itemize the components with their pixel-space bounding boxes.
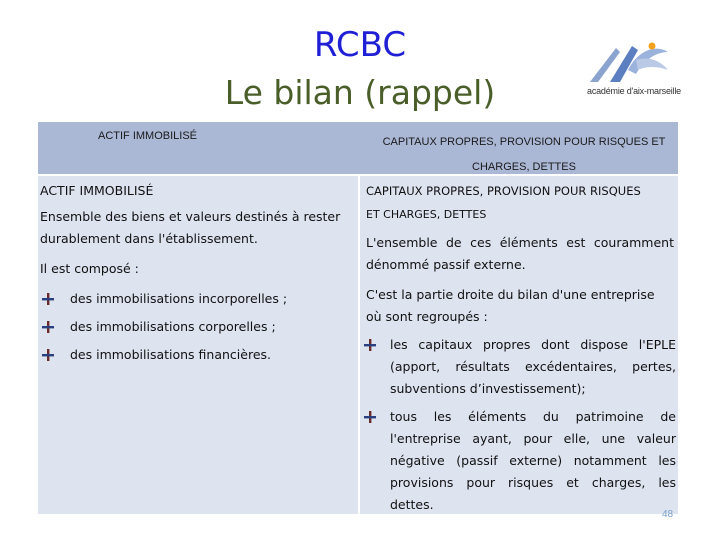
- bullet-icon: [42, 321, 54, 333]
- list-item-text: tous les éléments du patrimoine de l'entreprise ayant, pour elle, une valeur négative (passif externe) notamment les provisions pour risques et charges, les dettes.: [390, 409, 676, 512]
- bullet-icon: [364, 411, 376, 423]
- table-header: [38, 122, 678, 176]
- academy-logo-text: académie d'aix-marseille: [587, 86, 681, 96]
- left-heading: ACTIF IMMOBILISÉ: [40, 183, 154, 198]
- right-paragraph-1: L'ensemble de ces éléments est couramment dénommé passif externe.: [366, 235, 674, 272]
- header-right-line1: CAPITAUX PROPRES, PROVISION POUR RISQUES ET: [382, 136, 666, 148]
- left-description-line1: Ensemble des biens et valeurs destinés à rester: [40, 209, 341, 224]
- page-number: 48: [662, 509, 674, 520]
- left-intro: Il est composé :: [40, 261, 139, 276]
- right-heading-line1: CAPITAUX PROPRES, PROVISION POUR RISQUES: [366, 184, 641, 198]
- slide-subtitle: Le bilan (rappel): [224, 73, 496, 112]
- left-description: [40, 206, 358, 250]
- list-item: [42, 288, 287, 310]
- header-right-line2: CHARGES, DETTES: [472, 161, 576, 173]
- left-column: [38, 176, 358, 514]
- right-column: [360, 176, 678, 514]
- list-item: [364, 406, 676, 516]
- bullet-icon: [42, 349, 54, 361]
- list-item: [42, 316, 276, 338]
- list-item-text: des immobilisations financières.: [70, 347, 271, 362]
- list-item-text: des immobilisations incorporelles ;: [70, 291, 288, 306]
- list-item-text: des immobilisations corporelles ;: [70, 319, 276, 334]
- slide-title: RCBC: [313, 25, 407, 65]
- right-heading-line2: ET CHARGES, DETTES: [366, 208, 487, 221]
- header-right-label: [374, 130, 674, 180]
- header-left-label: ACTIF IMMOBILISÉ: [98, 130, 198, 142]
- right-paragraph-2: C'est la partie droite du bilan d'une entreprise où sont regroupés :: [366, 287, 655, 324]
- list-item-text: les capitaux propres dont dispose l'EPLE (apport, résultats excédentaires, pertes, subventions d’investissement);: [390, 337, 676, 396]
- list-item: [42, 344, 271, 366]
- left-description-line2: durablement dans l'établissement.: [40, 231, 258, 246]
- academy-logo: [576, 30, 692, 110]
- bullet-icon: [364, 339, 376, 351]
- bullet-icon: [42, 293, 54, 305]
- list-item: [364, 334, 676, 400]
